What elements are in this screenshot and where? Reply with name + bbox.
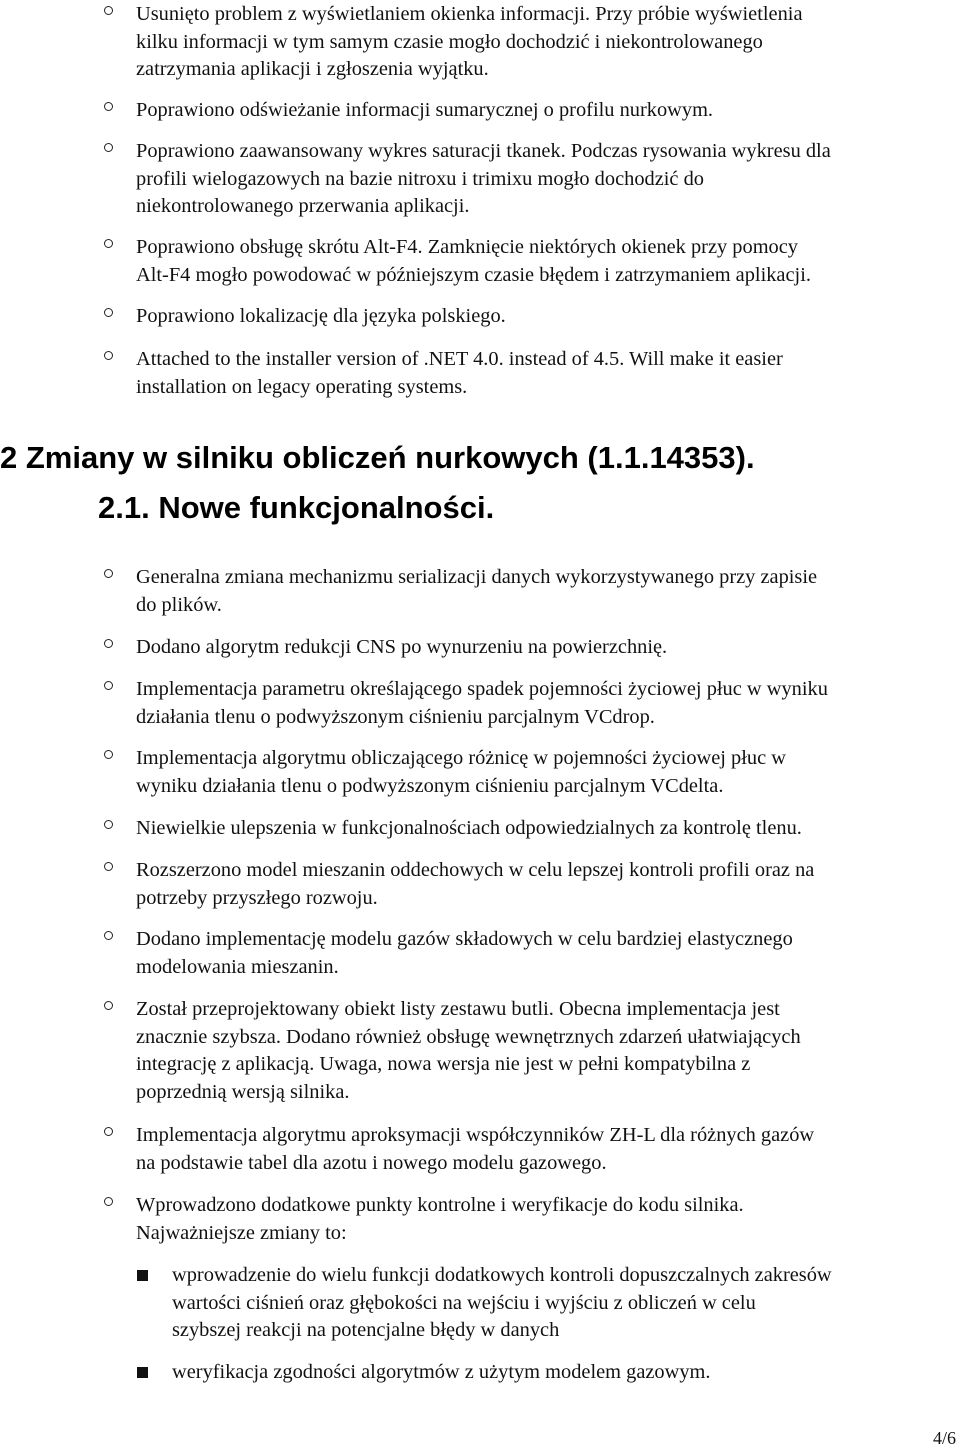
list-item-text: Niewielkie ulepszenia w funkcjonalnościach odpowiedzialnych za kontrolę tlenu. [136,817,802,839]
list-item-text: Dodano implementację modelu gazów składowych w celu bardziej elastycznego modelowania mieszanin. [136,928,793,978]
circle-bullet-icon [104,681,113,690]
circle-bullet-icon [104,862,113,871]
circle-bullet-icon [104,1001,113,1010]
list-item-text: Usunięto problem z wyświetlaniem okienka informacji. Przy próbie wyświetlenia kilku informacji w tym samym czasie mogło dochodzić i niekontrolowanego zatrzymania aplikacji i zgłoszenia wyjątku. [136,3,803,80]
circle-bullet-icon [104,239,113,248]
list-item-text: Wprowadzono dodatkowe punkty kontrolne i weryfikacje do kodu silnika. Najważniejsze zmiany to: [136,1194,744,1244]
circle-bullet-icon [104,750,113,759]
list-item-text: Poprawiono zaawansowany wykres saturacji tkanek. Podczas rysowania wykresu dla profili wielogazowych na bazie nitroxu i trimixu mogło dochodzić do niekontrolowanego przerwania aplikacji. [136,140,831,217]
subsection-heading: 2.1. Nowe funkcjonalności. [98,490,495,525]
circle-bullet-icon [104,351,113,360]
list-item-text: Poprawiono lokalizację dla języka polskiego. [136,305,506,327]
sublist-item-text: weryfikacja zgodności algorytmów z użytym modelem gazowym. [172,1361,711,1383]
list-item-text: Generalna zmiana mechanizmu serializacji danych wykorzystywanego przy zapisie do plików. [136,566,818,616]
circle-bullet-icon [104,639,113,648]
list-item-text: Został przeprojektowany obiekt listy zestawu butli. Obecna implementacja jest znacznie szybsza. Dodano również obsługę wewnętrznych zdarzeń ułatwiających integrację z aplikacją. Uwaga, nowa wersja nie jest w pełni kompatybilna z poprzednią wersją silnika. [136,998,801,1103]
list-item-text: Attached to the installer version of .NET 4.0. instead of 4.5. Will make it easier installation on legacy operating systems. [136,348,783,398]
sublist-item-text: wprowadzenie do wielu funkcji dodatkowych kontroli dopuszczalnych zakresów wartości ciśnień oraz głębokości na wejściu i wyjściu z obliczeń w celu szybszej reakcji na potencjalne błędy w danych [172,1264,832,1341]
section-heading: 2 Zmiany w silniku obliczeń nurkowych (1.1.14353). [0,440,755,475]
list-item-text: Rozszerzono model mieszanin oddechowych w celu lepszej kontroli profili oraz na potrzeby przyszłego rozwoju. [136,859,815,909]
list-item-text: Poprawiono odświeżanie informacji sumarycznej o profilu nurkowym. [136,99,714,121]
list-item-text: Poprawiono obsługę skrótu Alt-F4. Zamknięcie niektórych okienek przy pomocy Alt-F4 mogło powodować w późniejszym czasie błędem i zatrzymaniem aplikacji. [136,236,811,286]
list-item-text: Dodano algorytm redukcji CNS po wynurzeniu na powierzchnię. [136,636,668,658]
square-bullet-icon [137,1270,148,1281]
circle-bullet-icon [104,1127,113,1136]
circle-bullet-icon [104,931,113,940]
circle-bullet-icon [104,102,113,111]
circle-bullet-icon [104,6,113,15]
circle-bullet-icon [104,308,113,317]
page-number: 4/6 [932,1428,956,1448]
circle-bullet-icon [104,569,113,578]
list-item-text: Implementacja parametru określającego spadek pojemności życiowej płuc w wyniku działania tlenu o podwyższonym ciśnieniu parcjalnym VCdrop. [136,678,828,728]
circle-bullet-icon [104,143,113,152]
square-bullet-icon [137,1367,148,1378]
circle-bullet-icon [104,1197,113,1206]
list-item-text: Implementacja algorytmu obliczającego różnicę w pojemności życiowej płuc w wyniku działania tlenu o podwyższonym ciśnieniu parcjalnym VCdelta. [136,747,786,797]
circle-bullet-icon [104,820,113,829]
list-item-text: Implementacja algorytmu aproksymacji współczynników ZH-L dla różnych gazów na podstawie tabel dla azotu i nowego modelu gazowego. [136,1124,815,1174]
